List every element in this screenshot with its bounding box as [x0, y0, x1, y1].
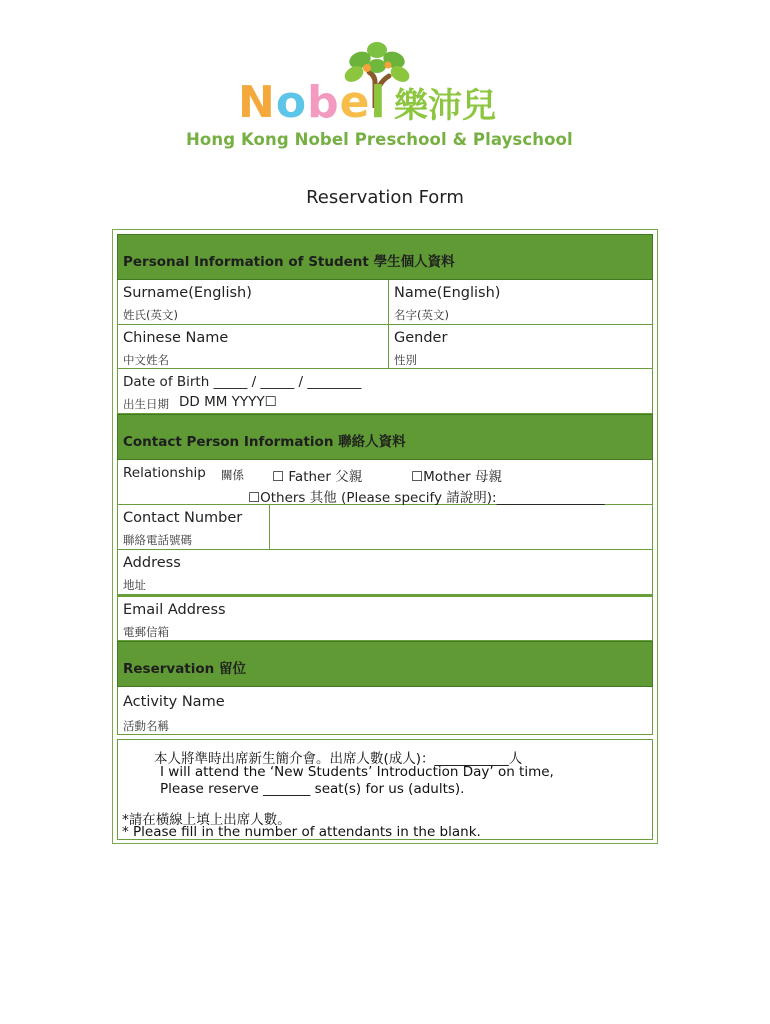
- date-of-birth-field[interactable]: [117, 369, 653, 414]
- gender-field[interactable]: [388, 325, 652, 368]
- logo-letter: b: [307, 77, 340, 128]
- logo-letter: N: [238, 77, 276, 128]
- reservation-header: [117, 641, 653, 687]
- surname-field[interactable]: [118, 280, 388, 324]
- father-checkbox[interactable]: ☐ Father 父親: [272, 469, 363, 485]
- field-label-cn: 電郵信箱: [123, 625, 169, 639]
- field-label: Activity Name: [123, 694, 225, 710]
- field-label-cn: 地址: [123, 578, 146, 592]
- chinese-name-row: [117, 325, 653, 369]
- note-instruction-cn: *請在橫線上填上出席人數。: [122, 812, 291, 828]
- field-label-cn: 中文姓名: [123, 353, 169, 367]
- dob-label: Date of Birth _____ / _____ / ________: [123, 374, 362, 390]
- attendance-note: [117, 739, 653, 840]
- field-label: Address: [123, 555, 181, 571]
- field-label: Chinese Name: [123, 330, 229, 346]
- given-name-field[interactable]: [388, 280, 652, 324]
- dob-format-hint: DD MM YYYY☐: [179, 394, 277, 410]
- address-field[interactable]: [117, 550, 653, 595]
- others-checkbox[interactable]: ☐Others 其他 (Please specify 請說明):________________: [248, 490, 605, 506]
- contact-number-row: [117, 505, 653, 550]
- field-label: Gender: [394, 330, 448, 346]
- form-title: Reservation Form: [306, 187, 464, 208]
- logo-letter: l: [370, 77, 387, 128]
- school-logo: [180, 38, 600, 153]
- note-line-en: Please reserve _______ seat(s) for us (adults).: [160, 781, 465, 797]
- field-label: Contact Number: [123, 510, 243, 526]
- email-field[interactable]: [117, 595, 653, 641]
- logo-letter: e: [339, 77, 371, 128]
- personal-info-header: [117, 234, 653, 280]
- field-label-cn: 姓氏(英文): [123, 308, 178, 322]
- contact-number-input[interactable]: [269, 505, 652, 549]
- note-line-cn: 本人將準時出席新生簡介會。出席人數(成人)：___________人: [154, 751, 523, 767]
- logo-chinese-name: 樂沛兒: [394, 86, 496, 126]
- field-label-cn: 性別: [394, 353, 417, 367]
- field-label-cn: 聯絡電話號碼: [123, 533, 192, 547]
- activity-name-field[interactable]: [117, 687, 653, 735]
- logo-wordmark: [238, 77, 387, 128]
- dob-label-cn: 出生日期: [123, 397, 169, 411]
- field-label: Name(English): [394, 285, 501, 301]
- chinese-name-field[interactable]: [118, 325, 388, 368]
- note-instruction-en: * Please fill in the number of attendants in the blank.: [122, 824, 481, 840]
- field-label-cn: 活動名稱: [123, 719, 169, 733]
- reservation-form: [112, 229, 658, 844]
- section-title: Contact Person Information 聯絡人資料: [123, 434, 406, 450]
- relationship-row: [117, 460, 653, 505]
- relationship-label-cn: 關係: [221, 468, 244, 482]
- contact-info-header: [117, 414, 653, 460]
- field-label-cn: 名字(英文): [394, 308, 449, 322]
- relationship-label: Relationship: [123, 465, 206, 481]
- section-title: Personal Information of Student 學生個人資料: [123, 254, 455, 270]
- field-label: Surname(English): [123, 285, 252, 301]
- field-label: Email Address: [123, 602, 226, 618]
- logo-letter: o: [275, 77, 308, 128]
- contact-number-label-cell: [118, 505, 269, 549]
- logo-subtitle: Hong Kong Nobel Preschool & Playschool: [186, 130, 573, 149]
- note-line-en: I will attend the ‘New Students’ Introduction Day’ on time,: [160, 764, 554, 780]
- mother-checkbox[interactable]: ☐Mother 母親: [411, 469, 503, 485]
- name-row: [117, 280, 653, 325]
- section-title: Reservation 留位: [123, 661, 246, 677]
